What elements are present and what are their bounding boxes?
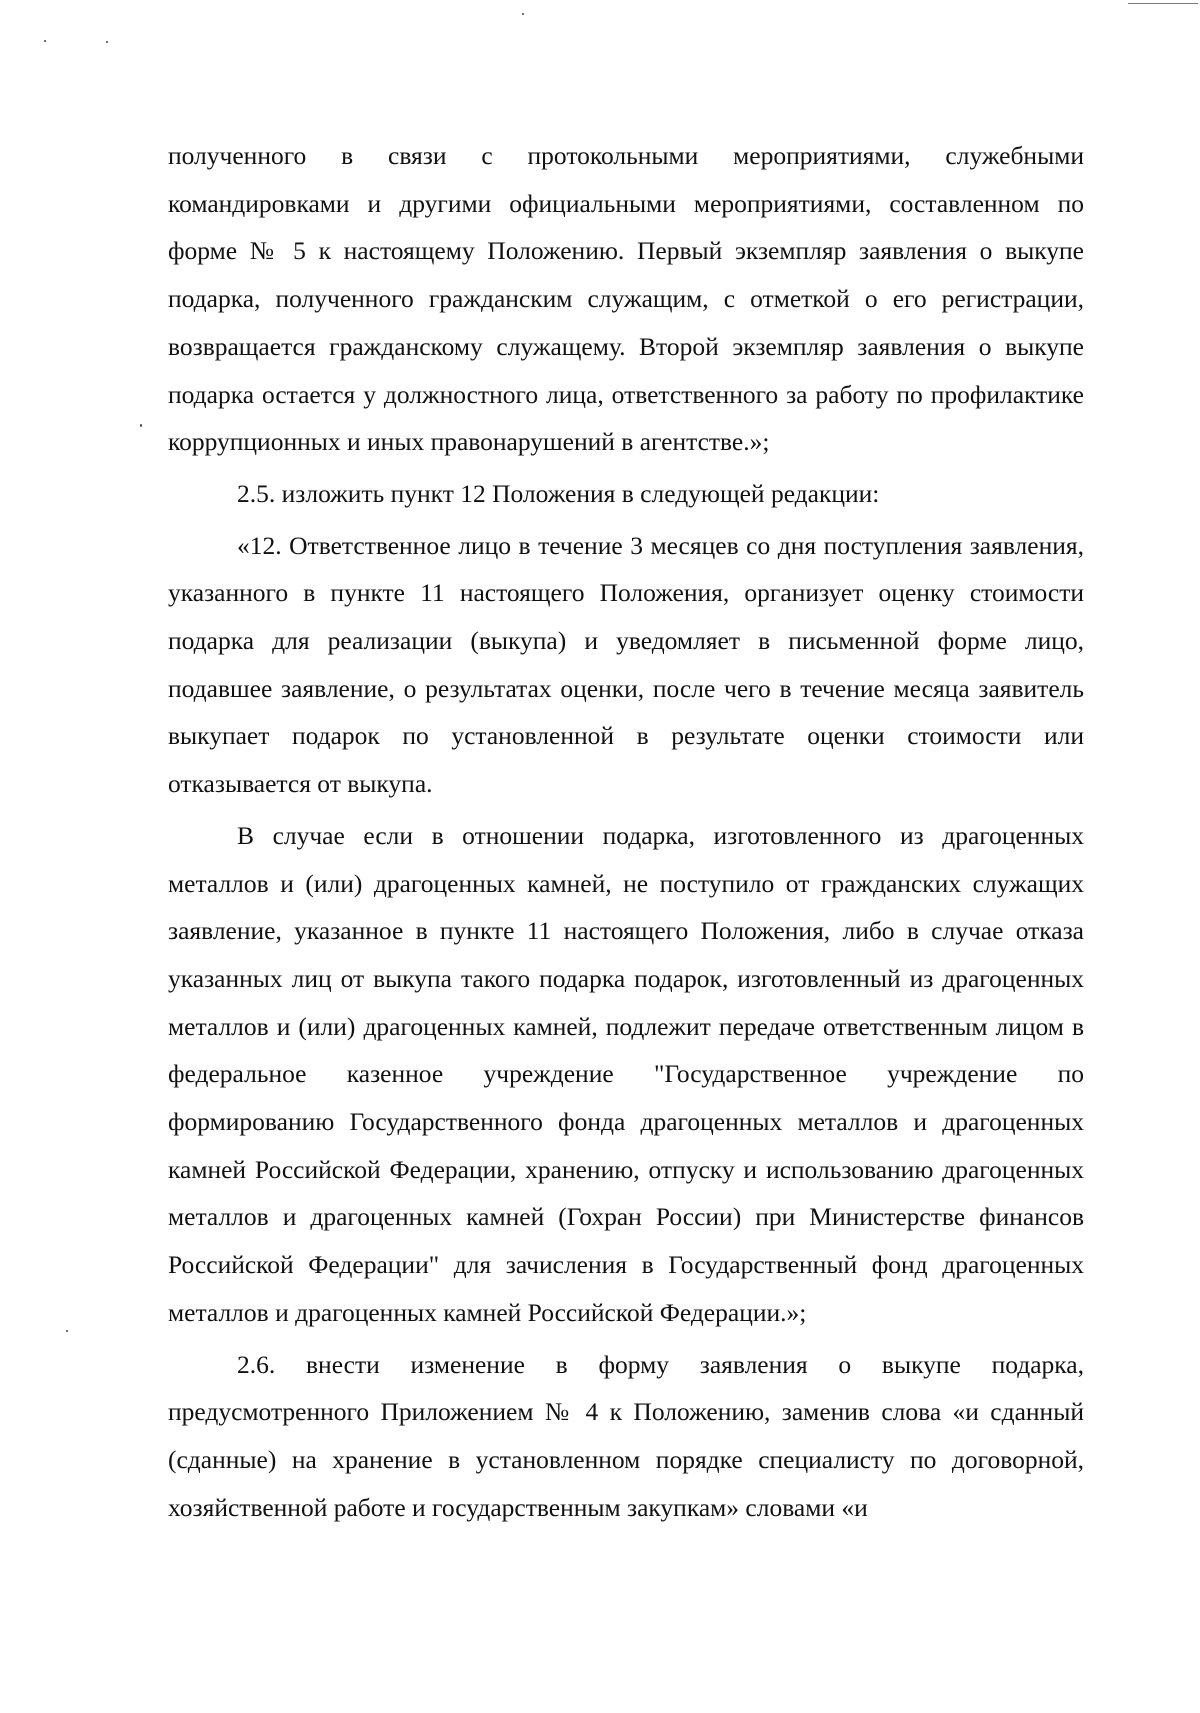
- paragraph-item-2-6: 2.6. внести изменение в форму заявления о выкупе подарка, предусмотренного Приложением № 4 к Положению, заменив слова «и сданный (сданные) на хранение в установленном порядке специалисту по договорной, хозяйственной работе и государственным закупкам» словами «и: [168, 1349, 1084, 1522]
- paragraph-point-12: «12. Ответственное лицо в течение 3 месяцев со дня поступления заявления, указанного в пункте 11 настоящего Положения, организует оценку стоимости подарка для реализации (выкупа) и уведомляет в письменной форме лицо, подавшее заявление, о результатах оценки, после чего в течение месяца заявитель выкупает подарок по установленной в результате оценки стоимости или отказывается от выкупа.: [168, 530, 1084, 799]
- scan-speck: [66, 1330, 68, 1332]
- paragraph-precious-metals: В случае если в отношении подарка, изготовленного из драгоценных металлов и (или) драгоценных камней, не поступило от гражданских служащих заявление, указанное в пункте 11 настоящего Положения, либо в случае отказа указанных лиц от выкупа такого подарка подарок, изготовленный из драгоценных металлов и (или) драгоценных камней, подлежит передаче ответственным лицом в федеральное казенное учреждение "Государственное учреждение по формированию Государственного фонда драгоценных металлов и драгоценных камней Российской Федерации, хранению, отпуску и использованию драгоценных металлов и драгоценных камней (Гохран России) при Министерстве финансов Российской Федерации" для зачисления в Государственный фонд драгоценных металлов и драгоценных камней Российской Федерации.»;: [168, 820, 1084, 1327]
- paragraph-item-2-5: 2.5. изложить пункт 12 Положения в следующей редакции:: [237, 478, 880, 508]
- scan-speck: [44, 40, 46, 42]
- document-body: [168, 132, 1084, 1531]
- scan-speck: [522, 13, 524, 15]
- paragraph-continuation: полученного в связи с протокольными мероприятиями, служебными командировками и другими официальными мероприятиями, составленном по форме № 5 к настоящему Положению. Первый экземпляр заявления о выкупе подарка, полученного гражданским служащим, с отметкой о его регистрации, возвращается гражданскому служащему. Второй экземпляр заявления о выкупе подарка остается у должностного лица, ответственного за работу по профилактике коррупционных и иных правонарушений в агентстве.»;: [168, 141, 1084, 457]
- scan-edge-mark: [1128, 3, 1198, 4]
- scan-speck: [106, 41, 108, 43]
- scan-speck: [140, 424, 142, 427]
